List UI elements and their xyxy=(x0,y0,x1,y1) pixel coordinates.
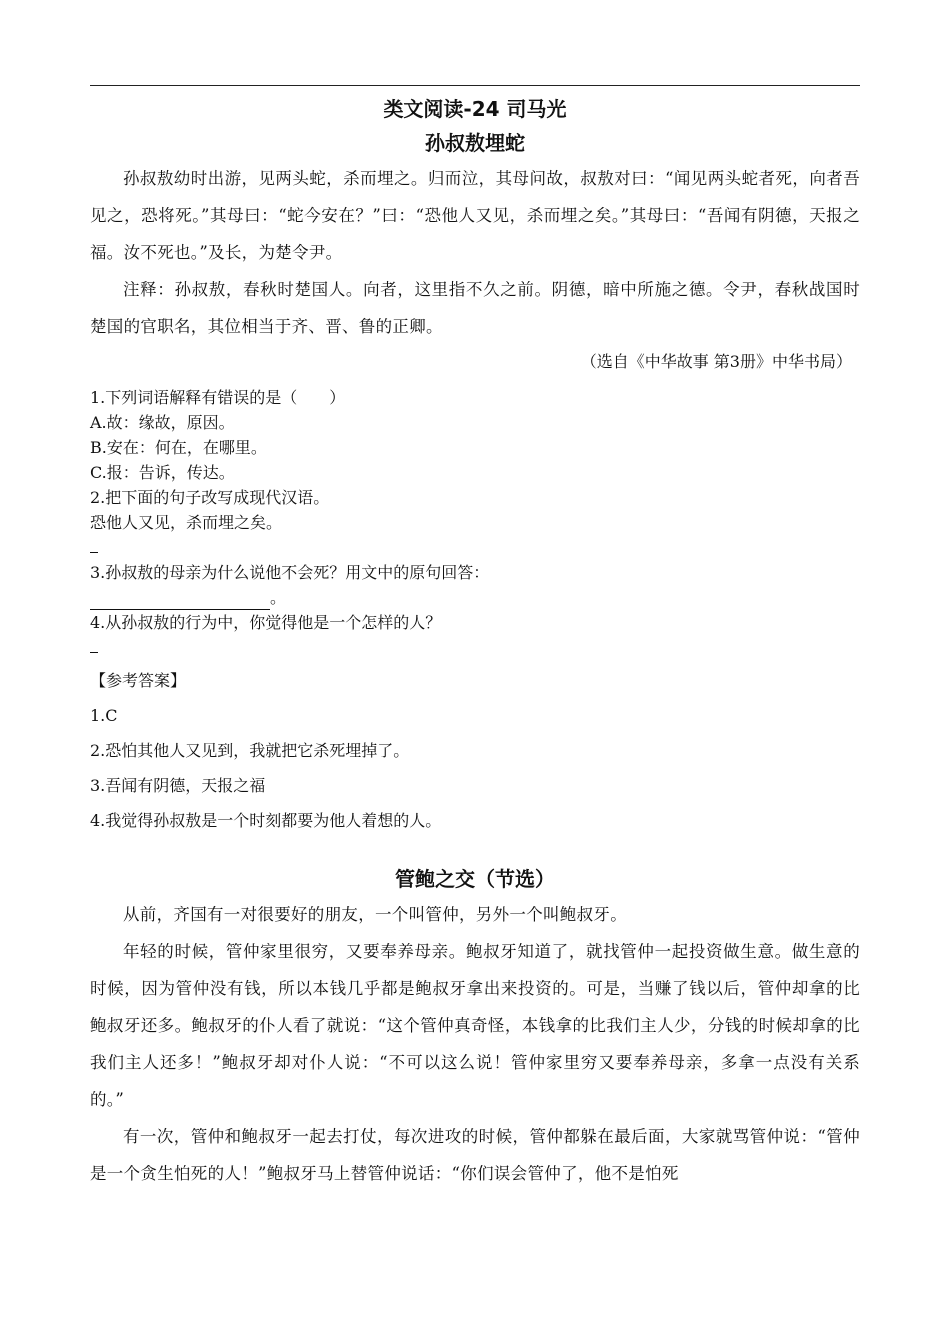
answer-1: 1.C xyxy=(90,706,118,725)
answers-heading: 【参考答案】 xyxy=(90,671,187,690)
question-3-answer-line[interactable] xyxy=(90,585,860,610)
article1-paragraph-1: 孙叔敖幼时出游，见两头蛇，杀而埋之。归而泣，其母问故，叔敖对曰：“闻见两头蛇者死，向者吾见之，恐将死。”其母曰：“蛇今安在？”曰：“恐他人又见，杀而埋之矣。”其母曰：“吾闻有阴德，天报之福。汝不死也。”及长，为楚令尹。 xyxy=(90,169,860,262)
question-1-option-c: C.报：告诉，传达。 xyxy=(90,463,235,482)
question-4-answer-blank[interactable] xyxy=(90,635,860,660)
question-3: 3.孙叔敖的母亲为什么说他不会死？用文中的原句回答： xyxy=(90,563,490,582)
answer-blank[interactable] xyxy=(90,593,270,610)
article2-paragraph-3: 有一次，管仲和鲍叔牙一起去打仗，每次进攻的时候，管仲都躲在最后面，大家就骂管仲说：“管仲是一个贪生怕死的人！”鲍叔牙马上替管仲说话：“你们误会管仲了，他不是怕死 xyxy=(90,1127,860,1183)
question-1-option-a: A.故：缘故，原因。 xyxy=(90,413,235,432)
article1-annotation: 注释：孙叔敖，春秋时楚国人。向者，这里指不久之前。阴德，暗中所施之德。令尹，春秋战国时楚国的官职名，其位相当于齐、晋、鲁的正卿。 xyxy=(90,280,860,336)
answer-blank[interactable] xyxy=(90,538,98,553)
header-rule xyxy=(90,85,860,86)
answer-2: 2.恐怕其他人又见到，我就把它杀死埋掉了。 xyxy=(90,741,410,760)
question-1: 1.下列词语解释有错误的是（ ） xyxy=(90,388,346,407)
article1-source: （选自《中华故事 第3册》中华书局） xyxy=(580,352,852,371)
article2-paragraph-2: 年轻的时候，管仲家里很穷，又要奉养母亲。鲍叔牙知道了，就找管仲一起投资做生意。做生意的时候，因为管仲没有钱，所以本钱几乎都是鲍叔牙拿出来投资的。可是，当赚了钱以后，管仲却拿的比鲍叔牙还多。鲍叔牙的仆人看了就说：“这个管仲真奇怪，本钱拿的比我们主人少，分钱的时候却拿的比我们主人还多！”鲍叔牙却对仆人说：“不可以这么说！管仲家里穷又要奉养母亲，多拿一点没有关系的。” xyxy=(90,942,860,1109)
document-title: 类文阅读-24 司马光 xyxy=(383,97,567,121)
question-4: 4.从孙叔敖的行为中，你觉得他是一个怎样的人？ xyxy=(90,613,442,632)
question-1-option-b: B.安在：何在，在哪里。 xyxy=(90,438,267,457)
question-2: 2.把下面的句子改写成现代汉语。 xyxy=(90,488,330,507)
question-3-end: 。 xyxy=(270,588,287,607)
article1-title: 孙叔敖埋蛇 xyxy=(425,131,525,155)
document-content xyxy=(90,92,860,1192)
question-2-sentence: 恐他人又见，杀而埋之矣。 xyxy=(90,513,283,532)
question-2-answer-blank[interactable] xyxy=(90,535,860,560)
answer-3: 3.吾闻有阴德，天报之福 xyxy=(90,776,266,795)
article2-paragraph-1: 从前，齐国有一对很要好的朋友，一个叫管仲，另外一个叫鲍叔牙。 xyxy=(123,905,627,924)
article2-title: 管鲍之交（节选） xyxy=(395,867,555,891)
answer-4: 4.我觉得孙叔敖是一个时刻都要为他人着想的人。 xyxy=(90,811,442,830)
answer-blank[interactable] xyxy=(90,638,98,653)
